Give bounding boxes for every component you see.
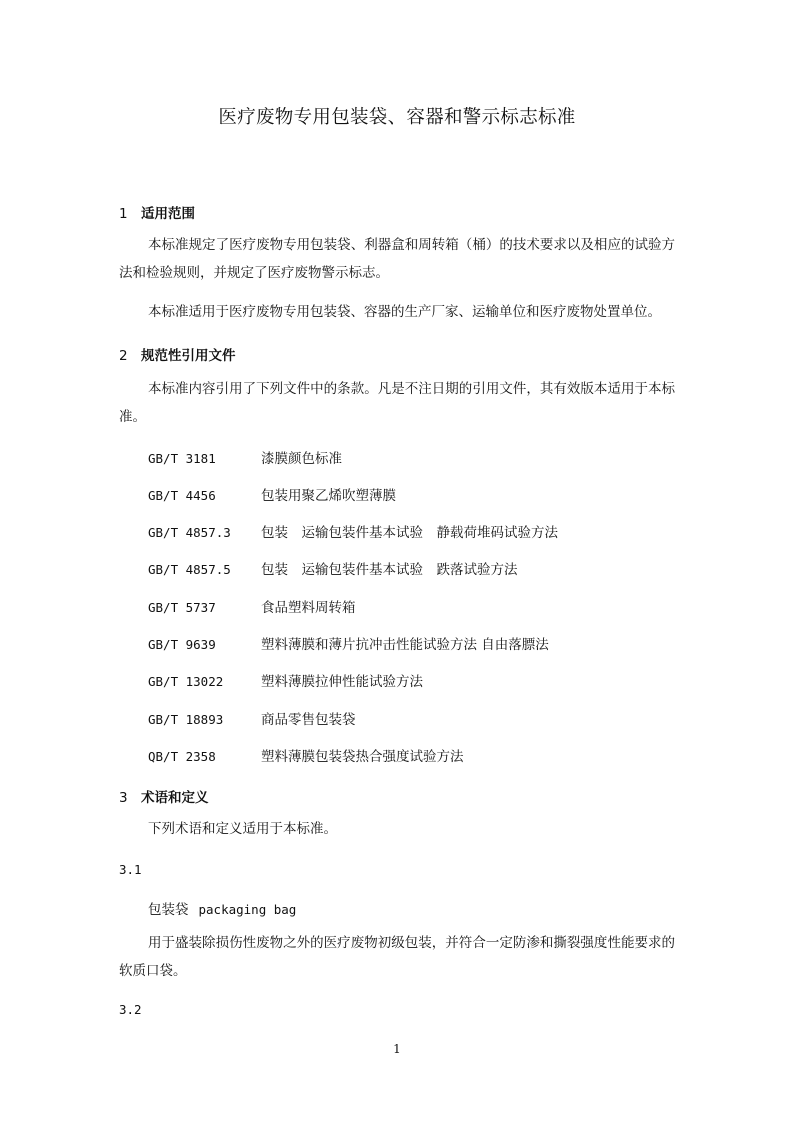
reference-item xyxy=(148,708,356,728)
reference-code: GB/T 18893 xyxy=(148,712,224,727)
reference-item xyxy=(148,633,549,653)
reference-code: GB/T 9639 xyxy=(148,637,216,652)
paragraph: 下列术语和定义适用于本标准。 xyxy=(148,821,337,837)
reference-name: 包装 运输包装件基本试验 静载荷堆码试验方法 xyxy=(261,525,558,541)
section-3-heading xyxy=(119,786,209,806)
section-2-heading xyxy=(119,344,236,364)
reference-item xyxy=(148,596,356,616)
reference-item xyxy=(148,521,558,541)
reference-code: GB/T 4857.5 xyxy=(148,562,231,577)
definition-paragraph: 用于盛装除损伤性废物之外的医疗废物初级包装，并符合一定防渗和撕裂强度性能要求的软质口袋。 xyxy=(119,935,675,979)
reference-name: 包装用聚乙烯吹塑薄膜 xyxy=(261,488,396,504)
reference-name: 包装 运输包装件基本试验 跌落试验方法 xyxy=(261,562,518,578)
reference-item xyxy=(148,558,518,578)
reference-name: 商品零售包装袋 xyxy=(261,712,356,728)
page-number: 1 xyxy=(393,1042,401,1056)
document-title: 医疗废物专用包装袋、容器和警示标志标准 xyxy=(218,107,576,128)
paragraph: 本标准规定了医疗废物专用包装袋、利器盒和周转箱（桶）的技术要求以及相应的试验方法和检验规则，并规定了医疗废物警示标志。 xyxy=(119,237,675,281)
section-1-heading xyxy=(119,202,195,222)
term-english: packaging bag xyxy=(198,902,297,917)
section-number: 1 xyxy=(119,206,128,222)
reference-code: GB/T 3181 xyxy=(148,451,216,466)
section-title: 规范性引用文件 xyxy=(141,348,236,364)
reference-item xyxy=(148,447,342,467)
reference-name: 塑料薄膜和薄片抗冲击性能试验方法 自由落膘法 xyxy=(261,637,549,653)
section-title: 适用范围 xyxy=(141,206,195,222)
reference-code: GB/T 4857.3 xyxy=(148,525,231,540)
subsection-number: 3.1 xyxy=(119,862,142,877)
section-number: 2 xyxy=(119,348,128,364)
reference-code: GB/T 13022 xyxy=(148,674,224,689)
section-number: 3 xyxy=(119,790,128,806)
reference-name: 食品塑料周转箱 xyxy=(261,600,356,616)
reference-code: GB/T 4456 xyxy=(148,488,216,503)
reference-name: 塑料薄膜拉伸性能试验方法 xyxy=(261,674,423,690)
term-chinese: 包装袋 xyxy=(148,902,189,918)
reference-code: QB/T 2358 xyxy=(148,749,216,764)
reference-name: 塑料薄膜包装袋热合强度试验方法 xyxy=(261,749,464,765)
reference-code: GB/T 5737 xyxy=(148,600,216,615)
reference-item xyxy=(148,745,464,765)
section-title: 术语和定义 xyxy=(141,790,209,806)
paragraph: 本标准内容引用了下列文件中的条款。凡是不注日期的引用文件，其有效版本适用于本标准。 xyxy=(119,381,675,425)
reference-name: 漆膜颜色标准 xyxy=(261,451,342,467)
paragraph: 本标准适用于医疗废物专用包装袋、容器的生产厂家、运输单位和医疗废物处置单位。 xyxy=(148,304,661,320)
subsection-number: 3.2 xyxy=(119,1002,142,1017)
reference-item xyxy=(148,670,423,690)
term-entry xyxy=(148,898,296,918)
reference-item xyxy=(148,484,396,504)
